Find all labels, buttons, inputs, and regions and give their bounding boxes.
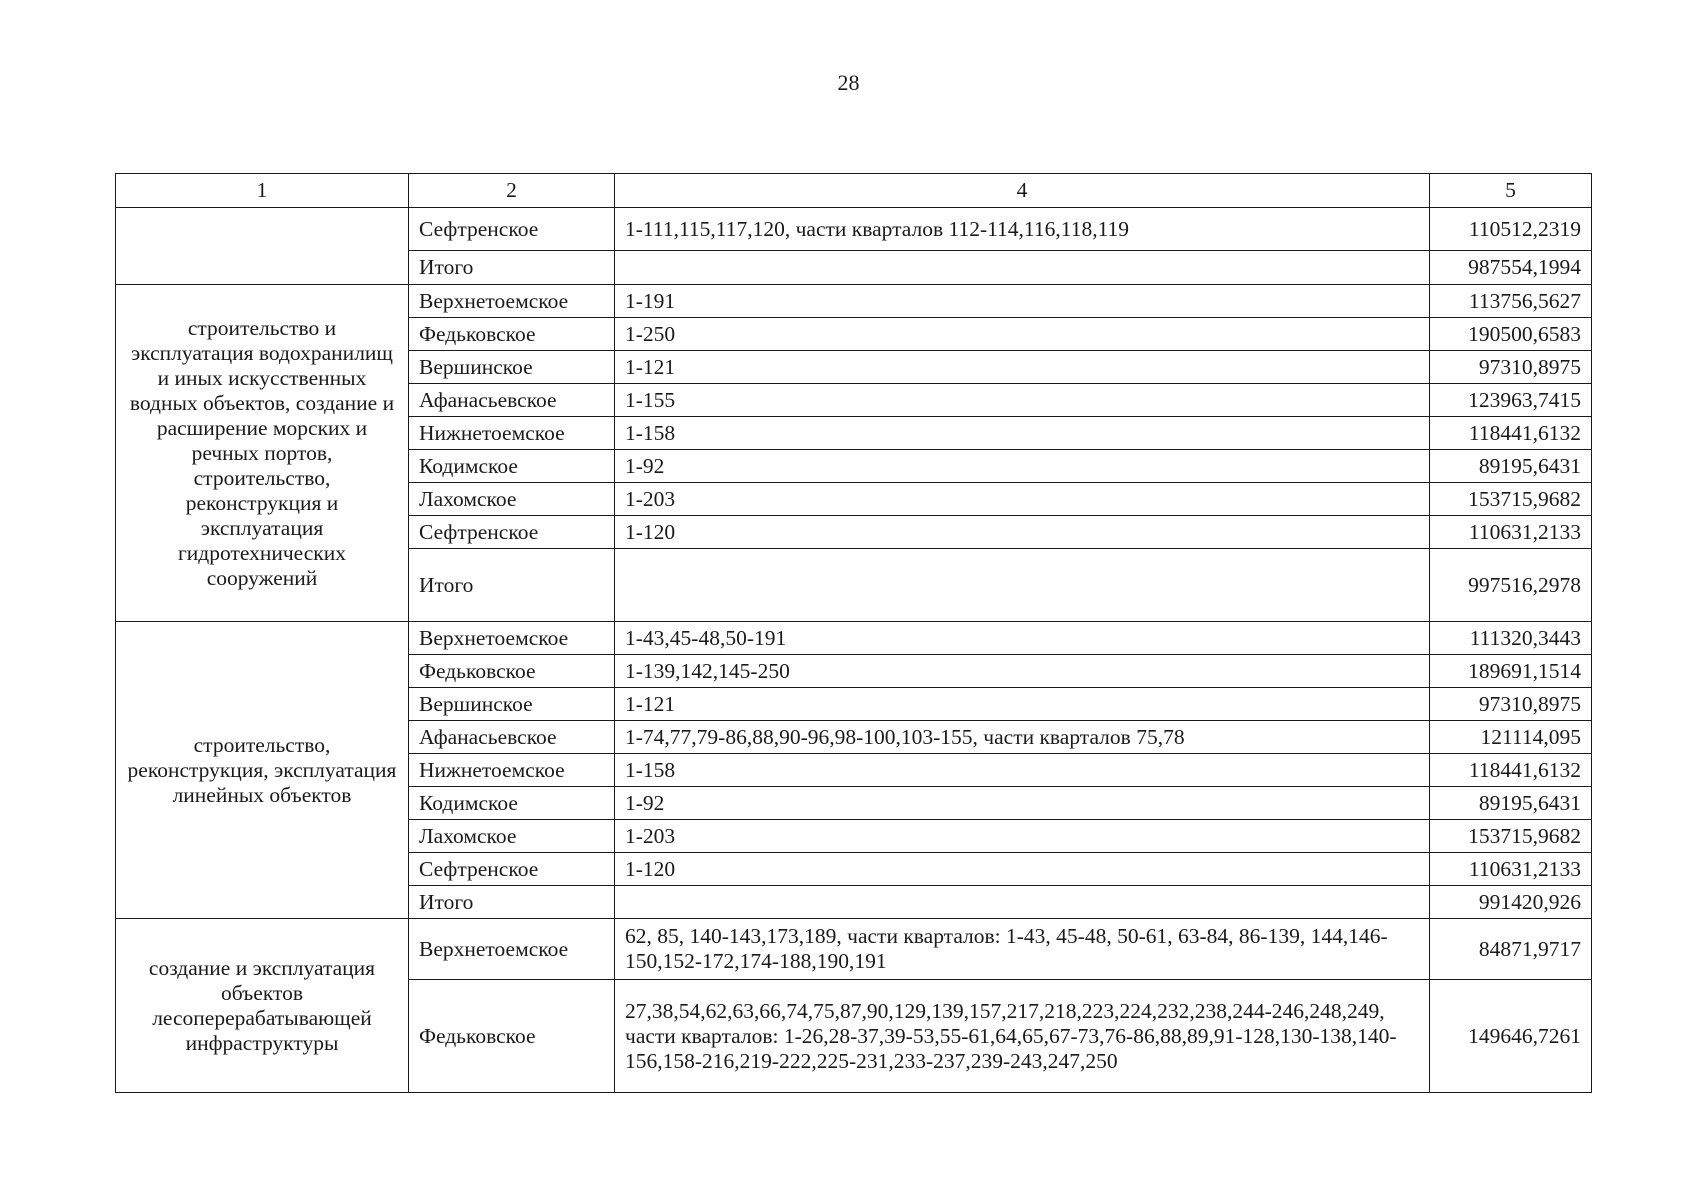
forestry-cell: Вершинское bbox=[409, 351, 615, 384]
quarters-cell: 1-203 bbox=[615, 483, 1430, 516]
area-cell: 97310,8975 bbox=[1430, 688, 1592, 721]
table-header-row bbox=[116, 174, 1592, 208]
purpose-cell bbox=[116, 208, 409, 285]
land-area-table bbox=[115, 173, 1592, 1093]
forestry-cell: Нижнетоемское bbox=[409, 754, 615, 787]
quarters-cell: 1-121 bbox=[615, 688, 1430, 721]
area-cell: 110631,2133 bbox=[1430, 853, 1592, 886]
table-row bbox=[116, 285, 1592, 318]
area-cell: 153715,9682 bbox=[1430, 820, 1592, 853]
area-cell: 121114,095 bbox=[1430, 721, 1592, 754]
forestry-cell: Итого bbox=[409, 549, 615, 622]
forestry-cell: Верхнетоемское bbox=[409, 919, 615, 980]
quarters-cell: 1-191 bbox=[615, 285, 1430, 318]
area-cell: 189691,1514 bbox=[1430, 655, 1592, 688]
forestry-cell: Лахомское bbox=[409, 820, 615, 853]
column-header-5: 5 bbox=[1430, 174, 1592, 208]
quarters-cell: 1-155 bbox=[615, 384, 1430, 417]
quarters-cell bbox=[615, 886, 1430, 919]
area-cell: 987554,1994 bbox=[1430, 251, 1592, 285]
quarters-cell: 1-158 bbox=[615, 417, 1430, 450]
area-cell: 190500,6583 bbox=[1430, 318, 1592, 351]
forestry-cell: Сефтренское bbox=[409, 208, 615, 251]
column-header-4: 4 bbox=[615, 174, 1430, 208]
table-row bbox=[116, 919, 1592, 980]
forestry-cell: Итого bbox=[409, 251, 615, 285]
quarters-cell: 1-120 bbox=[615, 853, 1430, 886]
quarters-cell: 1-111,115,117,120, части кварталов 112-114,116,118,119 bbox=[615, 208, 1430, 251]
purpose-cell: строительство и эксплуатация водохранилищ и иных искусственных водных объектов, создание и расширение морских и речных портов, строительство, реконструкция и эксплуатация гидротехнических сооружений bbox=[116, 285, 409, 622]
forestry-cell: Верхнетоемское bbox=[409, 285, 615, 318]
quarters-cell: 1-121 bbox=[615, 351, 1430, 384]
area-cell: 110631,2133 bbox=[1430, 516, 1592, 549]
forestry-cell: Кодимское bbox=[409, 787, 615, 820]
quarters-cell: 1-43,45-48,50-191 bbox=[615, 622, 1430, 655]
quarters-cell: 1-158 bbox=[615, 754, 1430, 787]
quarters-cell: 1-139,142,145-250 bbox=[615, 655, 1430, 688]
forestry-cell: Афанасьевское bbox=[409, 384, 615, 417]
forestry-cell: Федьковское bbox=[409, 980, 615, 1093]
forestry-cell: Афанасьевское bbox=[409, 721, 615, 754]
quarters-cell bbox=[615, 251, 1430, 285]
area-cell: 997516,2978 bbox=[1430, 549, 1592, 622]
area-cell: 97310,8975 bbox=[1430, 351, 1592, 384]
area-cell: 111320,3443 bbox=[1430, 622, 1592, 655]
area-cell: 110512,2319 bbox=[1430, 208, 1592, 251]
area-cell: 84871,9717 bbox=[1430, 919, 1592, 980]
quarters-cell: 1-250 bbox=[615, 318, 1430, 351]
forestry-cell: Федьковское bbox=[409, 318, 615, 351]
forestry-cell: Вершинское bbox=[409, 688, 615, 721]
page-number: 28 bbox=[837, 70, 860, 95]
area-cell: 113756,5627 bbox=[1430, 285, 1592, 318]
area-cell: 89195,6431 bbox=[1430, 450, 1592, 483]
table-row bbox=[116, 622, 1592, 655]
quarters-cell: 1-92 bbox=[615, 787, 1430, 820]
purpose-cell: строительство, реконструкция, эксплуатация линейных объектов bbox=[116, 622, 409, 919]
area-cell: 89195,6431 bbox=[1430, 787, 1592, 820]
forestry-cell: Сефтренское bbox=[409, 516, 615, 549]
area-cell: 149646,7261 bbox=[1430, 980, 1592, 1093]
quarters-cell: 62, 85, 140-143,173,189, части кварталов: 1-43, 45-48, 50-61, 63-84, 86-139, 144,146-150,152-172,174-188,190,191 bbox=[615, 919, 1430, 980]
quarters-cell bbox=[615, 549, 1430, 622]
purpose-cell: создание и эксплуатация объектов лесоперерабатывающей инфраструктуры bbox=[116, 919, 409, 1093]
column-header-1: 1 bbox=[116, 174, 409, 208]
area-cell: 118441,6132 bbox=[1430, 417, 1592, 450]
forestry-cell: Лахомское bbox=[409, 483, 615, 516]
forestry-cell: Итого bbox=[409, 886, 615, 919]
area-cell: 123963,7415 bbox=[1430, 384, 1592, 417]
column-header-2: 2 bbox=[409, 174, 615, 208]
forestry-cell: Сефтренское bbox=[409, 853, 615, 886]
forestry-cell: Кодимское bbox=[409, 450, 615, 483]
forestry-cell: Федьковское bbox=[409, 655, 615, 688]
area-cell: 118441,6132 bbox=[1430, 754, 1592, 787]
area-cell: 153715,9682 bbox=[1430, 483, 1592, 516]
forestry-cell: Верхнетоемское bbox=[409, 622, 615, 655]
quarters-cell: 1-92 bbox=[615, 450, 1430, 483]
quarters-cell: 1-120 bbox=[615, 516, 1430, 549]
quarters-cell: 27,38,54,62,63,66,74,75,87,90,129,139,157,217,218,223,224,232,238,244-246,248,249, части кварталов: 1-26,28-37,39-53,55-61,64,65,67-73,76-86,88,89,91-128,130-138,140-156,158-216,219-222,225-231,233-237,239-243,247,250 bbox=[615, 980, 1430, 1093]
area-cell: 991420,926 bbox=[1430, 886, 1592, 919]
quarters-cell: 1-74,77,79-86,88,90-96,98-100,103-155, части кварталов 75,78 bbox=[615, 721, 1430, 754]
quarters-cell: 1-203 bbox=[615, 820, 1430, 853]
forestry-cell: Нижнетоемское bbox=[409, 417, 615, 450]
table-row bbox=[116, 208, 1592, 251]
